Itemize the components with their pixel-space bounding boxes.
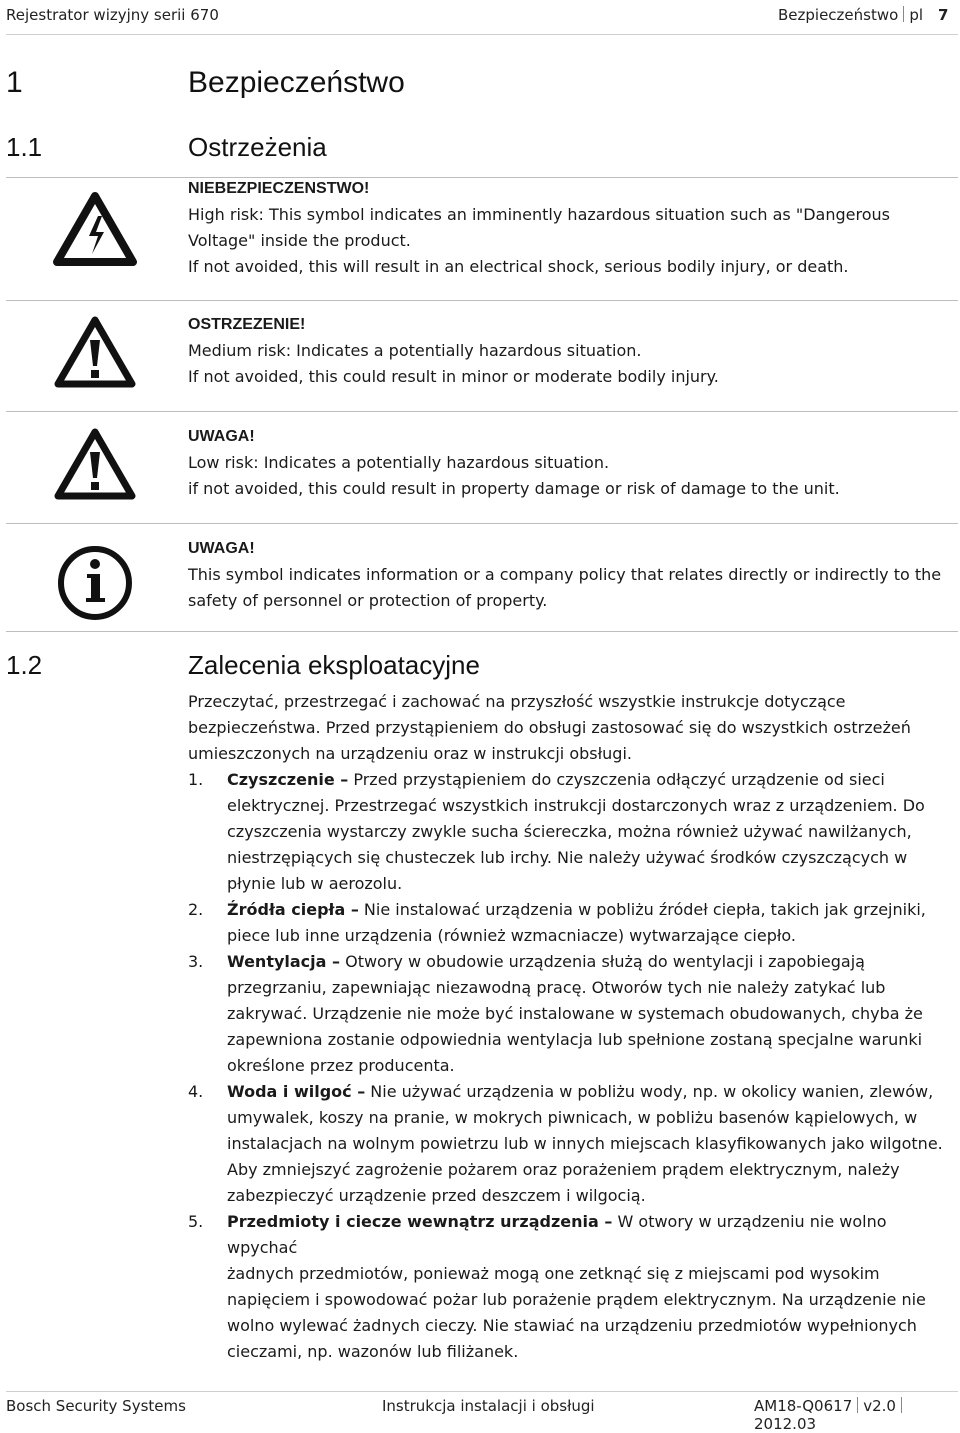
list-item-line: cieczami, np. wazonów lub filiżanek. [227, 1342, 519, 1361]
header-separator [903, 6, 904, 22]
warning-medium [188, 312, 958, 390]
list-item-line: określone przez producenta. [227, 1056, 455, 1075]
list-item-line: umywalek, koszy na pranie, w mokrych piwnicach, w pobliżu basenów kąpielowych, w [227, 1108, 918, 1127]
list-item-number: 1. [188, 770, 204, 789]
list-item-term: Woda i wilgoć – [227, 1082, 366, 1101]
list-item-number: 3. [188, 952, 204, 971]
list-item [188, 1209, 956, 1365]
header-language: pl [909, 6, 924, 24]
list-item-line: Woda i wilgoć – Nie używać urządzenia w pobliżu wody, np. w okolicy wanien, zlewów, [227, 1082, 934, 1101]
section-1-1-title: Ostrzeżenia [188, 132, 327, 162]
warning-line: if not avoided, this could result in property damage or risk of damage to the unit. [188, 479, 840, 498]
header-section-name: Bezpieczeństwo [778, 6, 899, 24]
list-item-term: Czyszczenie – [227, 770, 349, 789]
warning-line: This symbol indicates information or a company policy that relates directly or indirectly to the [188, 565, 942, 584]
warning-low [188, 424, 958, 502]
warning-divider [6, 300, 958, 301]
list-item-line: zakrywać. Urządzenie nie może być instalowane w systemach obudowanych, chyba że [227, 1004, 923, 1023]
header-page-number: 7 [938, 6, 949, 24]
notice-info [188, 536, 958, 614]
list-item-line: instalacjach na wolnym powietrzu lub w innych miejscach klasyfikowanych jako wilgotne. [227, 1134, 943, 1153]
warning-title: OSTRZEZENIE! [188, 316, 306, 333]
intro-paragraph [188, 689, 954, 767]
list-item-line: elektrycznej. Przestrzegać wszystkich instrukcji dostarczonych wraz z urządzeniem. Do [227, 796, 925, 815]
footer-document-info [754, 1397, 960, 1433]
footer-company: Bosch Security Systems [6, 1397, 186, 1415]
warning-line: Voltage" inside the product. [188, 231, 411, 250]
list-item-line: napięciem i spowodować pożar lub porażenie prądem elektrycznym. Na urządzenie nie [227, 1290, 926, 1309]
warning-divider [6, 523, 958, 524]
list-item-term: Źródła ciepła – [227, 900, 359, 919]
footer-separator [857, 1397, 858, 1413]
list-item-term: Wentylacja – [227, 952, 341, 971]
list-item-line: Aby zmniejszyć zagrożenie pożarem oraz porażeniem prądem elektrycznym, należy [227, 1160, 900, 1179]
section-1-2-title: Zalecenia eksploatacyjne [188, 650, 480, 680]
list-item-line: Źródła ciepła – Nie instalować urządzenia w pobliżu źródeł ciepła, takich jak grzejniki, [227, 900, 926, 919]
info-circle-icon [52, 540, 138, 620]
list-item-line: Czyszczenie – Przed przystąpieniem do czyszczenia odłączyć urządzenie od sieci [227, 770, 885, 789]
footer-separator [901, 1397, 902, 1413]
footer-version: v2.0 [863, 1397, 896, 1415]
list-item [188, 1079, 956, 1209]
list-item-line: wolno wylewać żadnych cieczy. Nie stawiać na urządzeniu przedmiotów wypełnionych [227, 1316, 917, 1335]
footer-rule [6, 1391, 958, 1392]
warning-line: safety of personnel or protection of property. [188, 591, 548, 610]
intro-line: Przeczytać, przestrzegać i zachować na przyszłość wszystkie instrukcje dotyczące [188, 692, 846, 711]
list-item-line: Przedmioty i ciecze wewnątrz urządzenia – W otwory w urządzeniu nie wolno wpychać [227, 1212, 887, 1257]
list-item-term: Przedmioty i ciecze wewnątrz urządzenia – [227, 1212, 613, 1231]
list-item-line: czyszczenia wystarczy zwykle sucha ściereczka, można również używać nawilżanych, [227, 822, 912, 841]
exclamation-triangle-icon [52, 424, 138, 504]
footer-doc-number: AM18-Q0617 [754, 1397, 853, 1415]
warning-line: Low risk: Indicates a potentially hazardous situation. [188, 453, 610, 472]
section-1-2-number: 1.2 [6, 650, 43, 680]
warning-line: Medium risk: Indicates a potentially hazardous situation. [188, 341, 642, 360]
exclamation-triangle-icon [52, 312, 138, 392]
section-rule [6, 631, 958, 632]
chapter-title: Bezpieczeństwo [188, 66, 405, 99]
footer-document-type: Instrukcja instalacji i obsługi [382, 1397, 595, 1415]
warning-title: UWAGA! [188, 428, 255, 445]
list-item-number: 5. [188, 1212, 204, 1231]
chapter-number: 1 [6, 66, 23, 99]
list-item-line: żadnych przedmiotów, ponieważ mogą one zetknąć się z miejscami pod wysokim [227, 1264, 880, 1283]
section-1-1-number: 1.1 [6, 132, 43, 162]
header-rule [6, 34, 958, 35]
header-document-title: Rejestrator wizyjny serii 670 [6, 6, 219, 24]
list-item [188, 767, 956, 897]
header-section [778, 6, 923, 24]
list-item-number: 2. [188, 900, 204, 919]
list-item [188, 949, 956, 1079]
electric-shock-triangle-icon [52, 190, 138, 270]
warning-title: UWAGA! [188, 540, 255, 557]
warning-line: If not avoided, this could result in minor or moderate bodily injury. [188, 367, 719, 386]
footer-date: 2012.03 [754, 1415, 817, 1433]
warning-line: If not avoided, this will result in an electrical shock, serious bodily injury, or death. [188, 257, 849, 276]
warning-danger [188, 176, 958, 280]
list-item-line: zapewniona zostanie odpowiednia wentylacja lub spełnione zostaną specjalne warunki [227, 1030, 923, 1049]
intro-line: umieszczonych na urządzeniu oraz w instrukcji obsługi. [188, 744, 632, 763]
warning-divider [6, 411, 958, 412]
list-item-line: przegrzaniu, zapewniając niezawodną pracę. Otworów tych nie należy zatykać lub [227, 978, 886, 997]
list-item-number: 4. [188, 1082, 204, 1101]
list-item [188, 897, 956, 949]
warning-line: High risk: This symbol indicates an imminently hazardous situation such as "Dangerous [188, 205, 890, 224]
list-item-line: Wentylacja – Otwory w obudowie urządzenia służą do wentylacji i zapobiegają [227, 952, 865, 971]
warning-title: NIEBEZPIECZENSTWO! [188, 180, 370, 197]
list-item-line: płynie lub w aerozolu. [227, 874, 403, 893]
list-item-line: piece lub inne urządzenia (również wzmacniacze) wytwarzające ciepło. [227, 926, 796, 945]
intro-line: bezpieczeństwa. Przed przystąpieniem do obsługi zastosować się do wszystkich ostrzeżeń [188, 718, 911, 737]
list-item-line: niestrzępiących się chusteczek lub irchy. Nie należy używać środków czyszczących w [227, 848, 908, 867]
list-item-line: zabezpieczyć urządzenie przed deszczem i wilgocią. [227, 1186, 646, 1205]
